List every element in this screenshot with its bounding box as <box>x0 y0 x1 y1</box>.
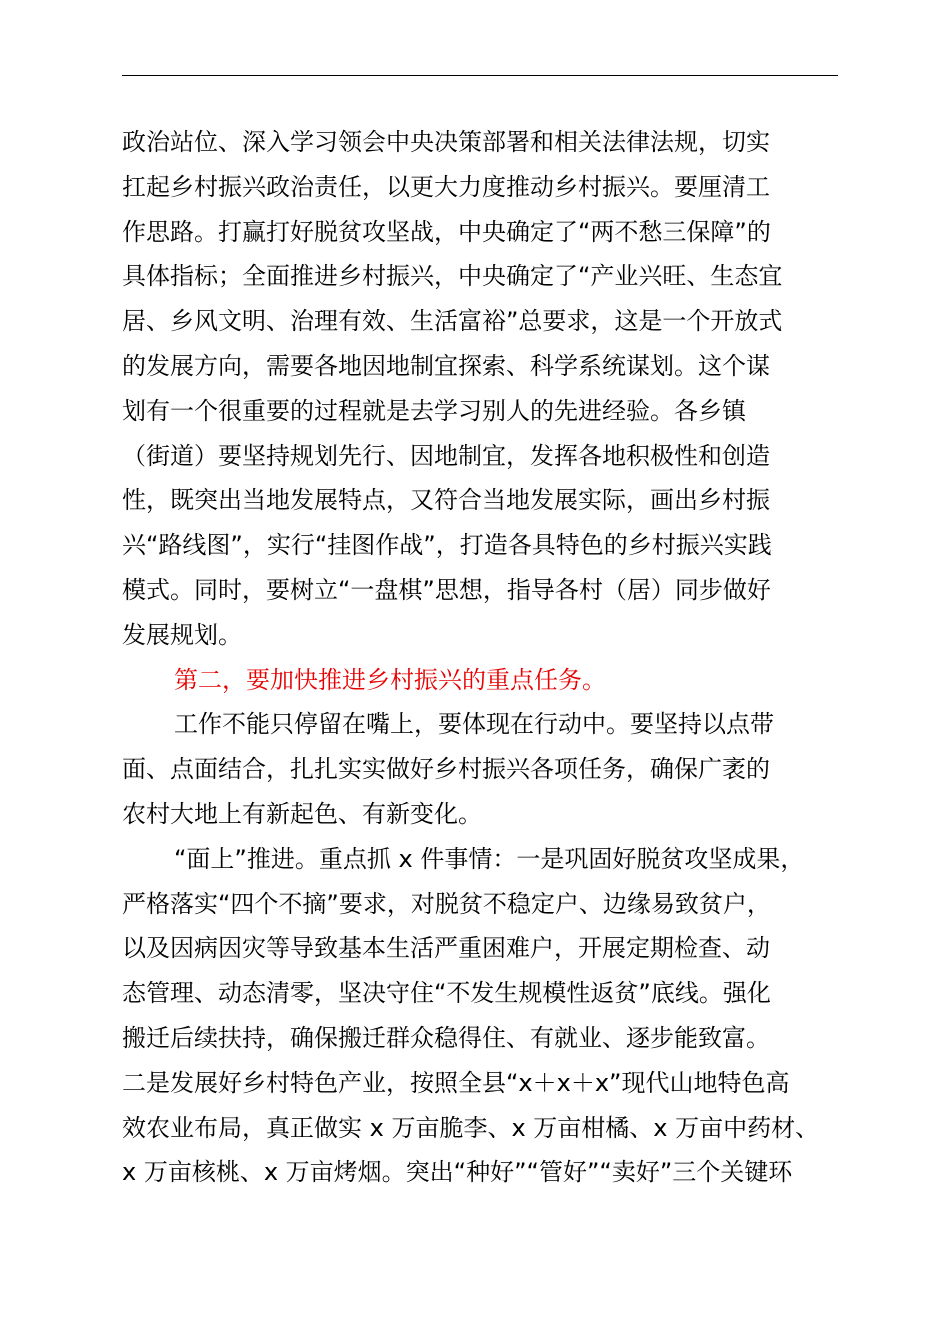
text-line: 以及因病因灾等导致基本生活严重困难户，开展定期检查、动 <box>122 934 770 963</box>
text-line: （街道）要坚持规划先行、因地制宜，发挥各地积极性和创造 <box>122 441 770 470</box>
text-line: 划有一个很重要的过程就是去学习别人的先进经验。各乡镇 <box>122 396 746 425</box>
section-heading: 第二，要加快推进乡村振兴的重点任务。 <box>174 665 606 694</box>
text-line: 性，既突出当地发展特点，又符合当地发展实际，画出乡村振 <box>122 486 770 515</box>
text-line: 的发展方向，需要各地因地制宜探索、科学系统谋划。这个谋 <box>122 351 770 380</box>
text-line: 严格落实“四个不摘”要求，对脱贫不稳定户、边缘易致贫户， <box>122 889 771 918</box>
text-line: 具体指标；全面推进乡村振兴，中央确定了“产业兴旺、生态宜 <box>122 262 783 291</box>
text-line: 搬迁后续扶持，确保搬迁群众稳得住、有就业、逐步能致富。 <box>122 1023 770 1052</box>
text-line: 面、点面结合，扎扎实实做好乡村振兴各项任务，确保广袤的 <box>122 755 770 784</box>
text-line: 政治站位、深入学习领会中央决策部署和相关法律法规，切实 <box>122 128 770 156</box>
text-line: 模式。同时，要树立“一盘棋”思想，指导各村（居）同步做好 <box>122 575 771 604</box>
header-rule <box>122 75 838 76</box>
text-line: 态管理、动态清零，坚决守住“不发生规模性返贫”底线。强化 <box>122 979 771 1008</box>
text-line: 农村大地上有新起色、有新变化。 <box>122 799 482 828</box>
text-line: 二是发展好乡村特色产业，按照全县“x＋x＋x”现代山地特色高 <box>122 1068 790 1097</box>
text-line: 居、乡风文明、治理有效、生活富裕”总要求，这是一个开放式 <box>122 307 783 336</box>
text-line: 作思路。打赢打好脱贫攻坚战，中央确定了“两不愁三保障”的 <box>122 217 771 246</box>
text-line: 兴“路线图”，实行“挂图作战”，打造各具特色的乡村振兴实践 <box>122 531 772 560</box>
text-line: “面上”推进。重点抓 x 件事情：一是巩固好脱贫攻坚成果， <box>174 844 805 873</box>
text-line: 效农业布局，真正做实 x 万亩脆李、x 万亩柑橘、x 万亩中药材、 <box>122 1113 820 1142</box>
body-text <box>122 120 842 1195</box>
text-line: x 万亩核桃、x 万亩烤烟。突出“种好”“管好”“卖好”三个关键环 <box>122 1158 793 1187</box>
text-line: 扛起乡村振兴政治责任，以更大力度推动乡村振兴。要厘清工 <box>122 172 770 201</box>
text-line: 发展规划。 <box>122 620 242 649</box>
text-line: 工作不能只停留在嘴上，要体现在行动中。要坚持以点带 <box>174 710 774 739</box>
